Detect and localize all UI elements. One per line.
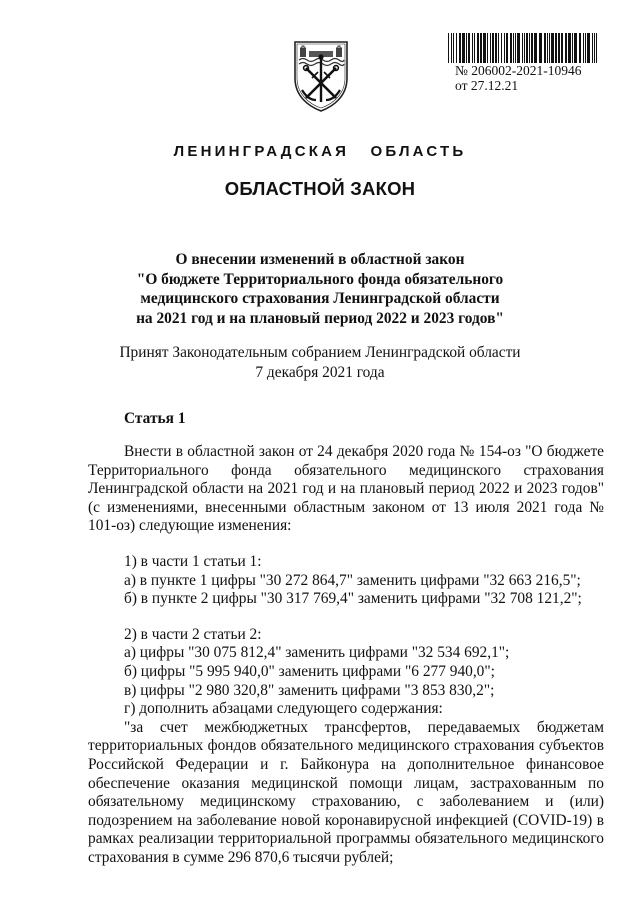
barcode-bar — [529, 33, 530, 63]
adoption-line: Принят Законодательным собранием Ленинградской области — [119, 344, 521, 361]
barcode-bar — [555, 33, 557, 63]
barcode-bar — [592, 33, 593, 63]
article-body — [88, 443, 604, 867]
barcode-bar — [515, 33, 516, 63]
barcode-bar — [462, 33, 465, 63]
barcode-bar — [596, 33, 597, 63]
adoption-note — [0, 343, 640, 382]
barcode-bar — [524, 33, 525, 63]
barcode-bar — [585, 33, 586, 63]
registration-number: № 206002-2021-10946 — [455, 63, 582, 78]
barcode-bar — [492, 33, 494, 63]
part1-item: б) в пункте 2 цифры "30 317 769,4" заменить цифрами "32 708 121,2"; — [124, 590, 582, 608]
law-title-line: медицинского страхования Ленинградской области — [140, 290, 500, 307]
barcode-bar — [453, 33, 454, 63]
quoted-paragraph: "за счет межбюджетных трансфертов, передаваемых бюджетам территориальных фондов обязательного медицинского страхования субъектов Российской Федерации и г. Байконура на дополнительное финансовое обеспечение оказания медицинской помощи лицам, застрахованным по обязательному медицинскому страхованию, с заболеванием и (или) подозрением на заболевание новой коронавирусной инфекцией (COVID-19) в рамках реализации территориальной программы обязательного медицинского страхования в сумме 296 870,6 тысячи рублей; — [88, 718, 604, 866]
barcode-bar — [472, 33, 473, 63]
registration-date: от 27.12.21 — [455, 78, 519, 93]
barcode-bar — [572, 33, 573, 63]
barcode-icon — [447, 33, 599, 63]
barcode-bar — [547, 33, 548, 63]
barcode-bar — [483, 33, 486, 63]
barcode-bar — [504, 33, 505, 63]
barcode-bar — [534, 33, 537, 63]
registration-block — [447, 33, 599, 93]
barcode-bar — [544, 33, 546, 63]
law-title-line: на 2021 год и на плановый период 2022 и 2023 годов" — [136, 309, 504, 327]
barcode-bar — [498, 33, 499, 63]
barcode-bar — [574, 33, 577, 63]
barcode-bar — [539, 33, 542, 63]
barcode-bar — [583, 33, 584, 63]
barcode-bar — [561, 33, 563, 63]
part2-item: б) цифры "5 995 940,0" заменить цифрами "6 277 940,0"; — [124, 662, 495, 680]
barcode-bar — [495, 33, 497, 63]
barcode-bar — [558, 33, 560, 63]
barcode-bar — [448, 33, 449, 63]
barcode-bar — [513, 33, 514, 63]
barcode-bar — [474, 33, 475, 63]
adoption-date: 7 декабря 2021 года — [255, 363, 385, 381]
barcode-bar — [579, 33, 581, 63]
barcode-bar — [549, 33, 550, 63]
intro-paragraph: Внести в областной закон от 24 декабря 2020 года № 154-оз "О бюджете Территориального фонда обязательного медицинского страхования Ленинградской области на 2021 год и на плановый период 2022 и 2023 годов" (с изменениями, внесенными областным законом от 13 июля 2021 года № 101-оз) следующие изменения: — [88, 443, 604, 535]
part2-item: в) цифры "2 980 320,8" заменить цифрами "3 853 830,2"; — [124, 681, 495, 699]
coat-of-arms-icon — [290, 38, 352, 114]
part2-heading: 2) в части 2 статьи 2: — [124, 625, 262, 643]
law-type-heading: ОБЛАСТНОЙ ЗАКОН — [224, 178, 416, 199]
barcode-bar — [510, 33, 512, 63]
barcode-bar — [480, 33, 482, 63]
part1-heading: 1) в части 1 статьи 1: — [124, 552, 262, 570]
article-heading: Статья 1 — [124, 410, 186, 427]
barcode-bar — [568, 33, 571, 63]
barcode-bar — [551, 33, 554, 63]
barcode-bar — [587, 33, 590, 63]
barcode-bar — [487, 33, 488, 63]
part2-item: а) цифры "30 075 812,4" заменить цифрами "32 534 692,1"; — [124, 644, 510, 662]
barcode-bar — [468, 33, 470, 63]
part1-item: а) в пункте 1 цифры "30 272 864,7" заменить цифрами "32 663 216,5"; — [124, 571, 581, 589]
part2-item: г) дополнить абзацами следующего содержания: — [124, 700, 443, 718]
barcode-bar — [451, 33, 452, 63]
barcode-bar — [517, 33, 520, 63]
barcode-bar — [477, 33, 479, 63]
barcode-bar — [501, 33, 502, 63]
barcode-bar — [594, 33, 595, 63]
barcode-bar — [531, 33, 533, 63]
barcode-bar — [565, 33, 567, 63]
barcode-bar — [459, 33, 461, 63]
barcode-bar — [526, 33, 528, 63]
barcode-bar — [490, 33, 491, 63]
barcode-bar — [456, 33, 457, 63]
law-title-line: О внесении изменений в областной закон — [175, 251, 465, 268]
region-heading: ЛЕНИНГРАДСКАЯ ОБЛАСТЬ — [173, 143, 467, 160]
barcode-bar — [506, 33, 508, 63]
barcode-bar — [466, 33, 467, 63]
law-title-line: "О бюджете Территориального фонда обязательного — [136, 270, 504, 288]
barcode-bar — [522, 33, 523, 63]
law-title — [0, 250, 640, 328]
